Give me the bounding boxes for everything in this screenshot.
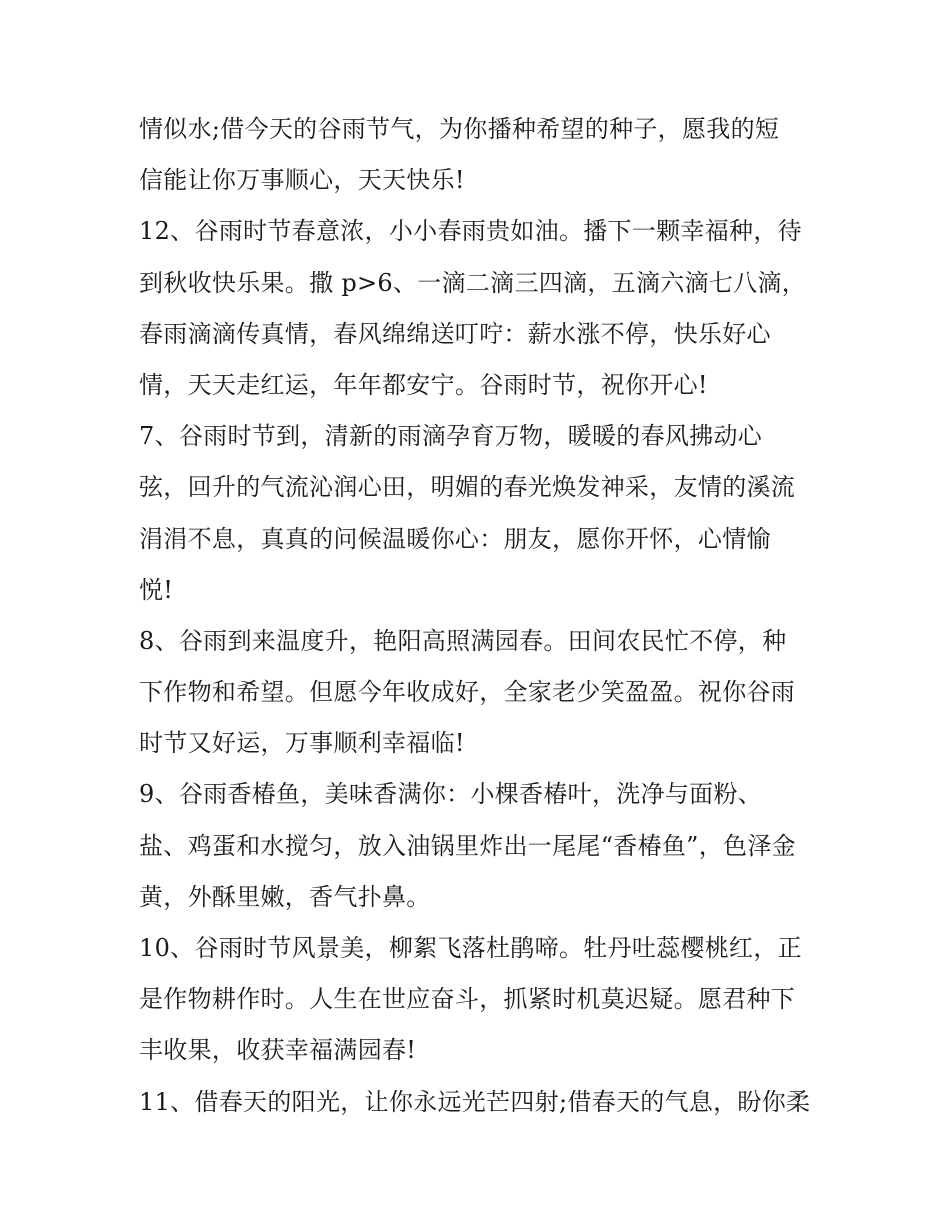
document-body [139, 104, 819, 1128]
text-line: 情，天天走红运，年年都安宁。谷雨时节，祝你开心! [139, 370, 708, 399]
text-line: 时节又好运，万事顺利幸福临! [139, 729, 465, 758]
text-line: 11、借春天的阳光，让你永远光芒四射;借春天的气息，盼你柔 [139, 1087, 811, 1116]
text-line: 丰收果，收获幸福满园春! [139, 1036, 417, 1065]
text-line: 涓涓不息，真真的问候温暖你心：朋友，愿你开怀，心情愉 [139, 524, 771, 553]
text-line: 悦! [139, 575, 174, 604]
text-line: 9、谷雨香椿鱼，美味香满你：小棵香椿叶，洗净与面粉、 [139, 780, 763, 809]
text-line: 是作物耕作时。人生在世应奋斗，抓紧时机莫迟疑。愿君种下 [139, 985, 796, 1014]
text-line: 到秋收快乐果。撒 p>6、一滴二滴三四滴，五滴六滴七八滴， [139, 268, 807, 297]
text-line: 春雨滴滴传真情，春风绵绵送叮咛：薪水涨不停，快乐好心 [139, 319, 771, 348]
text-line: 10、谷雨时节风景美，柳絮飞落杜鹃啼。牡丹吐蕊樱桃红，正 [139, 934, 802, 962]
text-line: 下作物和希望。但愿今年收成好，全家老少笑盈盈。祝你谷雨 [139, 678, 796, 707]
text-line: 12、谷雨时节春意浓，小小春雨贵如油。播下一颗幸福种，待 [139, 217, 802, 246]
text-line: 情似水;借今天的谷雨节气，为你播种希望的种子，愿我的短 [139, 115, 780, 143]
text-line: 弦，回升的气流沁润心田，明媚的春光焕发神采，友情的溪流 [139, 473, 796, 502]
text-line: 8、谷雨到来温度升，艳阳高照满园春。田间农民忙不停，种 [139, 626, 787, 655]
text-line: 信能让你万事顺心，天天快乐! [139, 166, 465, 195]
text-line: 7、谷雨时节到，清新的雨滴孕育万物，暖暖的春风拂动心 [139, 422, 763, 451]
text-line: 盐、鸡蛋和水搅匀，放入油锅里炸出一尾尾“香椿鱼”，色泽金 [139, 831, 796, 860]
text-line: 黄，外酥里嫩，香气扑鼻。 [139, 882, 431, 911]
